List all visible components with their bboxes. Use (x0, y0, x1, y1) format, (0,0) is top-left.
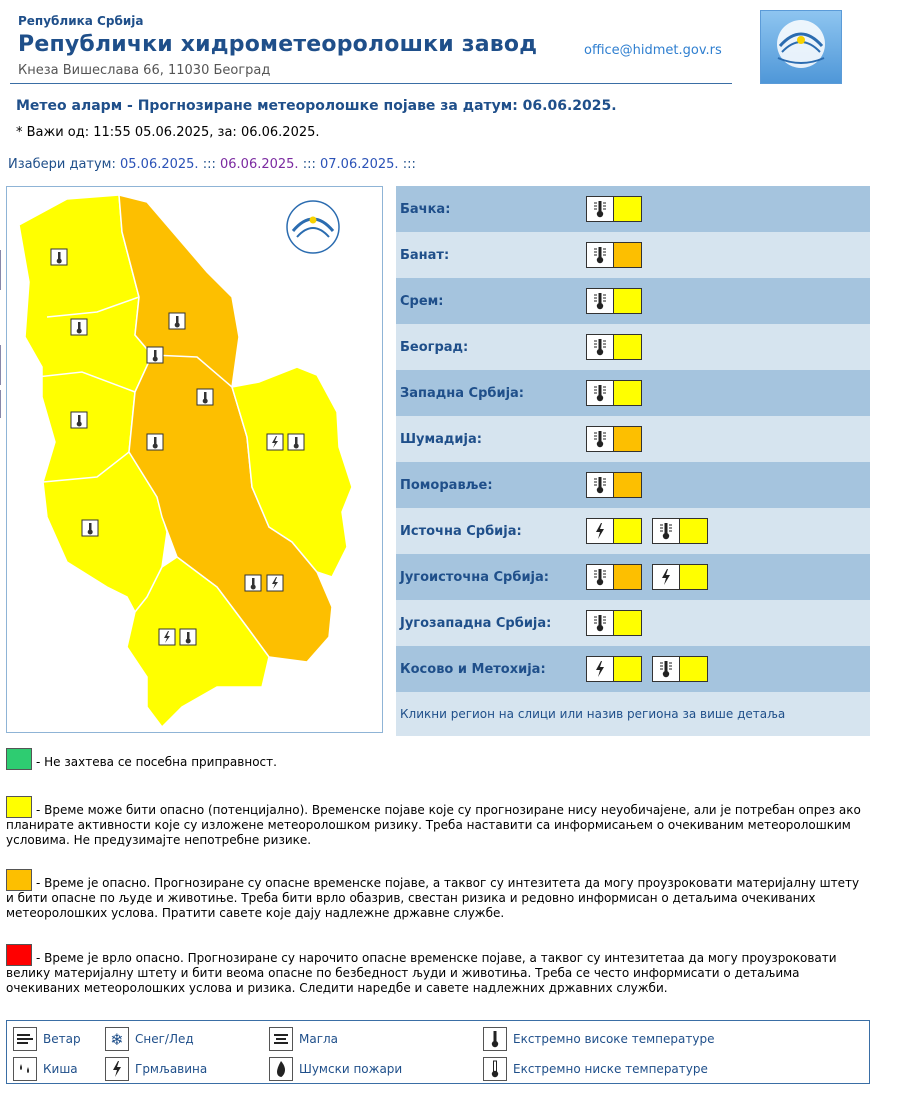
warning-level-swatch (614, 473, 641, 497)
warning-level-swatch (614, 289, 641, 313)
legend-label-wind: Ветар (43, 1032, 81, 1046)
region-name[interactable]: Бачка: (400, 201, 451, 217)
warning-level-swatch (614, 657, 641, 681)
high-temperature-icon (587, 611, 614, 635)
forest-fire-icon (269, 1057, 293, 1081)
region-name[interactable]: Београд: (400, 339, 469, 355)
warning-level-swatch (614, 381, 641, 405)
region-name[interactable]: Шумадија: (400, 431, 482, 447)
thunderstorm-icon (587, 519, 614, 543)
warning-level-swatch (614, 611, 641, 635)
legend-orange (6, 869, 870, 921)
validity-text: * Важи од: 11:55 05.06.2025, за: 06.06.2025. (16, 125, 320, 140)
legend-label-snow: Снег/Лед (135, 1032, 194, 1046)
region-row[interactable] (396, 554, 870, 600)
region-name[interactable]: Срем: (400, 293, 444, 309)
wind-icon (13, 1027, 37, 1051)
map-thermo-icon (147, 434, 163, 450)
region-name[interactable]: Југозападна Србија: (400, 615, 552, 631)
warning-indicator[interactable] (586, 242, 642, 268)
legend-item-fire (269, 1057, 402, 1081)
warning-level-swatch (614, 427, 641, 451)
date-separator: ::: (302, 157, 316, 172)
region-row[interactable] (396, 646, 870, 692)
region-row[interactable] (396, 600, 870, 646)
warning-level-swatch (680, 657, 707, 681)
map-thermo-icon (51, 249, 67, 265)
legend-label-high-temp: Екстремно високе температуре (513, 1032, 715, 1046)
orange-swatch (6, 869, 32, 891)
warning-level-swatch (680, 519, 707, 543)
region-name[interactable]: Поморавље: (400, 477, 493, 493)
legend-item-rain (13, 1057, 78, 1081)
thunderstorm-icon (653, 565, 680, 589)
legend-label-rain: Киша (43, 1062, 78, 1076)
warning-indicator[interactable] (586, 472, 642, 498)
legend-green (6, 748, 870, 770)
low-temperature-icon (483, 1057, 507, 1081)
warning-indicator[interactable] (586, 564, 642, 590)
region-name[interactable]: Југоисточна Србија: (400, 569, 549, 585)
warning-level-swatch (614, 197, 641, 221)
warning-level-swatch (614, 335, 641, 359)
rhmz-logo[interactable] (760, 10, 842, 84)
left-edge-marker (0, 345, 4, 385)
thunderstorm-icon (105, 1057, 129, 1081)
region-row[interactable] (396, 278, 870, 324)
date-selector-label: Изабери датум: (8, 157, 116, 172)
country-name: Република Србија (18, 14, 144, 28)
legend-yellow-text: - Време може бити опасно (потенцијално). Временске појаве које су прогнозиране нису неуобичајене, али је потребан опрез ако планирате активности које су изложене метеоролошком ризику. Треба наставити са информисањем о очекиваним метеоролошким условима. Не предузимајте непотребне ризике. (6, 803, 861, 847)
high-temperature-icon (587, 289, 614, 313)
serbia-map[interactable] (6, 186, 383, 733)
high-temperature-icon (653, 657, 680, 681)
region-row[interactable] (396, 508, 870, 554)
map-bolt-icon (159, 629, 175, 645)
red-swatch (6, 944, 32, 966)
region-row[interactable] (396, 324, 870, 370)
date-separator: ::: (402, 157, 416, 172)
warning-indicator[interactable] (586, 380, 642, 406)
high-temperature-icon (587, 335, 614, 359)
high-temperature-icon (587, 473, 614, 497)
warning-indicator[interactable] (586, 288, 642, 314)
legend-item-fog (269, 1027, 338, 1051)
map-thermo-icon (147, 347, 163, 363)
map-logo (287, 201, 339, 253)
regions-hint: Кликни регион на слици или назив региона за више детаља (396, 692, 870, 736)
map-thermo-icon (169, 313, 185, 329)
date-link-0706[interactable]: 07.06.2025. (320, 157, 399, 172)
legend-label-thunder: Грмљавина (135, 1062, 208, 1076)
warning-indicator[interactable] (652, 518, 708, 544)
map-thermo-icon (180, 629, 196, 645)
map-bolt-icon (267, 434, 283, 450)
map-thermo-icon (82, 520, 98, 536)
icon-legend (6, 1020, 870, 1084)
map-thermo-icon (71, 412, 87, 428)
warning-indicator[interactable] (586, 610, 642, 636)
legend-item-high-temp (483, 1027, 714, 1051)
site-header (10, 8, 732, 84)
thunderstorm-icon (587, 657, 614, 681)
legend-item-snow (105, 1027, 194, 1051)
region-row[interactable] (396, 370, 870, 416)
date-selector (8, 157, 416, 172)
map-thermo-icon (197, 389, 213, 405)
left-edge-marker (0, 250, 4, 290)
legend-item-wind (13, 1027, 81, 1051)
legend-item-thunder (105, 1057, 207, 1081)
legend-red-text: - Време је врло опасно. Прогнозиране су нарочито опасне временске појаве, а таквог су интезитетаа да могу проузроковати велику материјалну штету и бити веома опасне по безбедност људи и животиња. Треба се често информисати о детаљима очекиваних метеоролошких услова и ризика. Следити наредбе и савете надлежних државних служби. (6, 951, 837, 995)
warning-indicator[interactable] (586, 334, 642, 360)
legend-green-text: - Не захтева се посебна приправност. (36, 755, 277, 769)
region-row[interactable] (396, 462, 870, 508)
high-temperature-icon (587, 243, 614, 267)
region-row[interactable] (396, 416, 870, 462)
map-thermo-icon (288, 434, 304, 450)
legend-item-low-temp (483, 1057, 708, 1081)
warning-level-swatch (614, 243, 641, 267)
date-link-0506[interactable]: 05.06.2025. (120, 157, 199, 172)
date-link-0606[interactable]: 06.06.2025. (220, 157, 299, 172)
region-name[interactable]: Банат: (400, 247, 450, 263)
green-swatch (6, 748, 32, 770)
fog-icon (269, 1027, 293, 1051)
legend-label-low-temp: Екстремно ниске температуре (513, 1062, 708, 1076)
rain-icon (13, 1057, 37, 1081)
warning-indicator[interactable] (652, 564, 708, 590)
warning-level-swatch (614, 519, 641, 543)
left-edge-marker (0, 390, 4, 418)
yellow-swatch (6, 796, 32, 818)
legend-yellow (6, 796, 870, 848)
region-row[interactable] (396, 186, 870, 232)
page-title: Метео аларм - Прогнозиране метеоролошке појаве за датум: 06.06.2025. (16, 98, 617, 114)
warning-level-swatch (680, 565, 707, 589)
region-row[interactable] (396, 232, 870, 278)
map-thermo-icon (71, 319, 87, 335)
regions-table (396, 186, 870, 736)
snowflake-icon: ❄ (105, 1027, 129, 1051)
high-temperature-icon (587, 381, 614, 405)
high-temperature-icon (587, 565, 614, 589)
high-temperature-icon (587, 427, 614, 451)
date-separator: ::: (202, 157, 216, 172)
institution-name[interactable]: Републички хидрометеоролошки завод (18, 32, 538, 57)
warning-indicator[interactable] (586, 426, 642, 452)
warning-indicator[interactable] (652, 656, 708, 682)
map-bolt-icon (267, 575, 283, 591)
high-temperature-icon (587, 197, 614, 221)
email-link[interactable]: office@hidmet.gov.rs (584, 43, 722, 58)
legend-red (6, 944, 870, 996)
region-name[interactable]: Западна Србија: (400, 385, 525, 401)
warning-indicator[interactable] (586, 656, 642, 682)
warning-level-swatch (614, 565, 641, 589)
legend-label-fog: Магла (299, 1032, 339, 1046)
warning-indicator[interactable] (586, 518, 642, 544)
legend-label-fire: Шумски пожари (299, 1062, 403, 1076)
map-thermo-icon (245, 575, 261, 591)
warning-indicator[interactable] (586, 196, 642, 222)
legend-orange-text: - Време је опасно. Прогнозиране су опасне временске појаве, а таквог су интезитета да могу проузроковати материјалну штету и бити опасне по људе и животиње. Треба бити врло обазрив, свестан ризика и редовно информисан о детаљима очекиваних метеоролошких услова. Пратити савете које дају надлежне државне службе. (6, 876, 860, 920)
region-name[interactable]: Источна Србија: (400, 523, 522, 539)
high-temperature-icon (653, 519, 680, 543)
address: Кнеза Вишеслава 66, 11030 Београд (18, 63, 271, 78)
high-temperature-icon (483, 1027, 507, 1051)
region-name[interactable]: Косово и Метохија: (400, 661, 546, 677)
